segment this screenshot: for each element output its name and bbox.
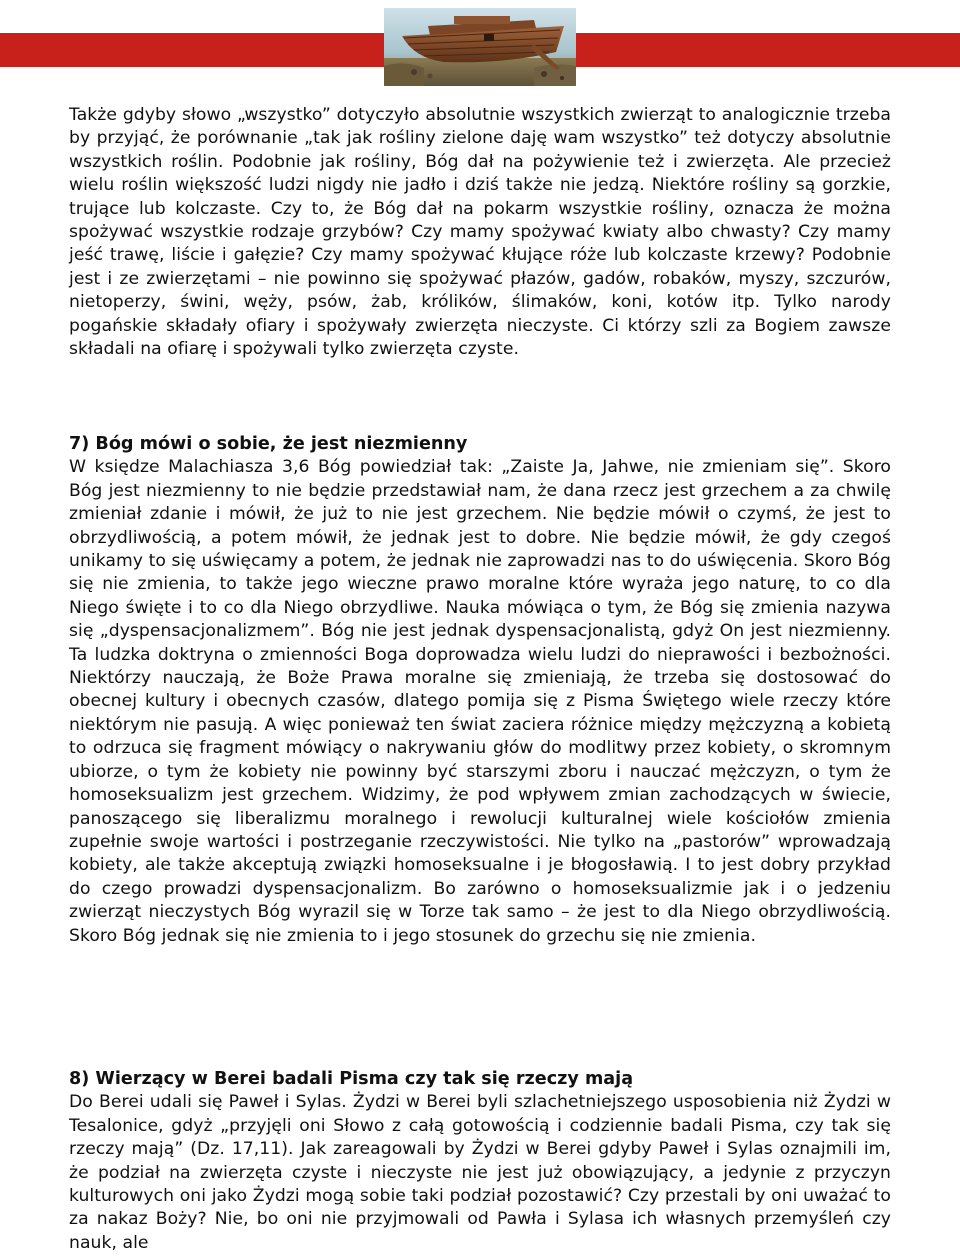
section-7-paragraph: W księdze Malachiasza 3,6 Bóg powiedział tak: „Zaiste Ja, Jahwe, nie zmieniam się”. Skoro Bóg jest niezmienny to nie będzie przedstawiał nam, że dana rzecz jest grzechem a za chwilę zmieniał zdanie i mówił, że już to nie jest grzechem. Nie będzie mówił o czymś, że jest to obrzydliwością, a potem mówił, że jednak jest to dobre. Nie będzie mówił, że gdy czegoś unikamy to się uświęcamy a potem, że jednak nie zaprowadzi nas to do uświęcenia. Skoro Bóg się nie zmienia, to także jego wieczne prawo moralne które wyraża jego naturę, to co dla Niego święte i to co dla Niego obrzydliwe. Nauka mówiąca o tym, że Bóg się zmienia nazywa się „dyspensacjonalizmem”. Bóg nie jest jednak dyspensacjonalistą, gdyż On jest niezmienny. Ta ludzka doktryna o zmienności Boga doprowadza wielu ludzi do nieprawości i bezbożności. Niektórzy nauczają, że Boże Prawa moralne się zmieniają, że trzeba się dostosować do obecnej kultury i obecnych czasów, dlatego pomija się z Pisma Świętego wiele rzeczy które niektórym nie pasują. A więc ponieważ ten świat zaciera różnice między mężczyzną a kobietą to odrzuca się fragment mówiący o nakrywaniu głów do modlitwy przez kobiety, o skromnym ubiorze, o tym że kobiety nie powinny być starszymi zboru i nauczać mężczyzn, o tym że homoseksualizm jest grzechem. Widzimy, że pod wpływem zmian zachodzących w świecie, panoszącego się liberalizmu moralnego i rewolucji kulturalnej wiele kościołów zmienia zupełnie swoje wartości i postrzeganie rzeczywistości. Nie tylko na „pastorów” wprowadzają kobiety, ale także akceptują związki homoseksualne i je błogosławią. I to jest dobry przykład do czego prowadzi dyspensacjonalizm. Bo zarówno o homoseksualizmie jak i o jedzeniu zwierząt nieczystych Bóg wyrazil się w Torze tak samo – że jest to dla Niego obrzydliwością. Skoro Bóg jednak się nie zmienia to i jego stosunek do grzechu się nie zmienia. xyxy=(69,457,891,946)
section-8-paragraph: Do Berei udali się Paweł i Sylas. Żydzi w Berei byli szlachetniejszego usposobienia niż Żydzi w Tesalonice, gdyż „przyjęli oni Słowo z całą gotowością i codziennie badali Pisma, czy tak się rzeczy mają” (Dz. 17,11). Jak zareagowali by Żydzi w Berei gdyby Paweł i Sylas oznajmili im, że podział na zwierzęta czyste i nieczyste nie jest już obowiązujący, a jedynie z przyczyn kulturowych oni jako Żydzi mogą sobie taki podział pozostawić? Czy przestali by oni uważać to za nakaz Boży? Nie, bo oni nie przyjmowali od Pawła i Sylasa ich własnych przemyśleń czy nauk, ale xyxy=(69,1092,891,1253)
section-8 xyxy=(69,1068,891,1255)
intro-paragraph: Także gdyby słowo „wszystko” dotyczyło absolutnie wszystkich zwierząt to analogicznie trzeba by przyjąć, że porównanie „tak jak rośliny zielone daję wam wszystko” też dotyczy absolutnie wszystkich roślin. Podobnie jak rośliny, Bóg dał na pożywienie też i zwierzęta. Ale przecież wielu roślin większość ludzi nigdy nie jadło i dziś także nie jedzą. Niektóre rośliny są gorzkie, trujące lub kolczaste. Czy to, że Bóg dał na pokarm wszystkie rośliny, oznacza że można spożywać wszystkie rodzaje grzybów? Czy mamy spożywać kwiaty albo chwasty? Czy mamy jeść trawę, liście i gałęzie? Czy mamy spożywać kłujące róże lub kolczaste krzewy? Podobnie jest i ze zwierzętami – nie powinno się spożywać płazów, gadów, robaków, myszy, szczurów, nietoperzy, świni, węży, psów, żab, królików, ślimaków, koni, kotów itp. Tylko narody pogańskie składały ofiary i spożywały zwierzęta nieczyste. Ci którzy szli za Bogiem zawsze składali na ofiarę i spożywali tylko zwierzęta czyste. xyxy=(69,105,891,360)
section-8-heading: 8) Wierzący w Berei badali Pisma czy tak się rzeczy mają xyxy=(69,1069,634,1089)
noahs-ark-image xyxy=(384,8,576,86)
intro-section xyxy=(69,104,891,361)
section-7 xyxy=(69,433,891,948)
section-7-heading: 7) Bóg mówi o sobie, że jest niezmienny xyxy=(69,434,468,454)
